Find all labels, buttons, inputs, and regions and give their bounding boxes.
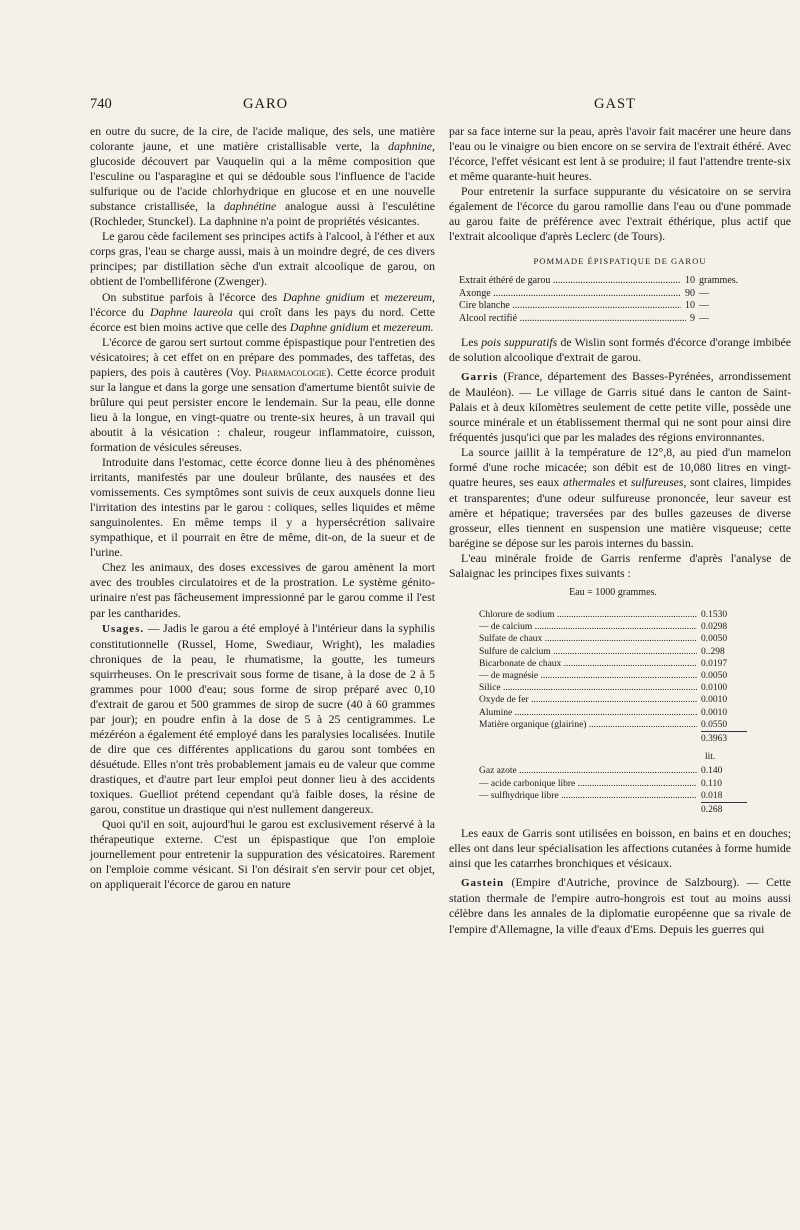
paragraph: en outre du sucre, de la cire, de l'acide malique, des sels, une matière colorante jaune, et une matière cristallisable verte, la daphnine, glucoside découvert par Vauquelin qui a la même composition que l'esculine ou l'asparagine et qui se dédouble sous l'influence de l'acide sulfurique ou de l'acide chlorhydrique en glucose et en une nouvelle substance cristallisée, la daphnétine analogue aussi à l'esculétine (Rochleder, Stunckel). La daphnine n'a point de propriétés vésicantes. [90,124,435,229]
analysis-row: Sulfate de chaux ..... 0.0050 [479,633,747,645]
analysis-row: Silice ..... 0.0100 [479,682,747,694]
page-number: 740 [90,96,112,112]
analysis-row: — de magnésie ..... 0.0050 [479,670,747,682]
recipe-row: Alcool rectifié ..... 9 — [459,313,759,325]
paragraph: Chez les animaux, des doses excessives de garou amènent la mort avec des troubles circulatoires et de la prostration. Le système génito-urinaire n'est pas fâcheusement impressionné par le garou comme il l'est par les cantharides. [90,560,435,620]
pommade-title: POMMADE ÉPISPATIQUE DE GAROU [533,256,707,267]
section-heading: Usages. [102,622,145,635]
paragraph: L'eau minérale froide de Garris renferme d'après l'analyse de Salaignac les principes fixes suivants : [449,550,791,580]
gases-total: 0.268 [701,802,747,818]
paragraph: Quoi qu'il en soit, aujourd'hui le garou est exclusivement réservé à la thérapeutique externe. C'est un épispastique que l'on emploie journellement pour entretenir la suppuration des vésicatoires. Rarement on l'emploie comme vésicant. Si l'on désirait s'en servir pour cet objet, on appliquerait l'écorce de garou en nature [90,817,435,892]
paragraph-garris: Garris (France, département des Basses-Pyrénées, arrondissement de Mauléon). — Le village de Garris situé dans le canton de Saint-Palais et à deux kilomètres seulement de cette petite ville, possède une source minérale et un établissement thermal qui ne sont pour ainsi dire fréquentés jusqu'ici que par les malades des régions environnantes. [449,369,791,445]
paragraph-gastein: Gastein (Empire d'Autriche, province de Salzbourg). — Cette station thermale de l'empire autro-hongrois est tout au moins aussi célèbre dans les annales de la diplomatie européenne que sa rivale de l'empire d'Allemagne, la ville d'eaux d'Ems. Depuis les guerres qui [449,875,791,936]
gas-row: — sulfhydrique libre ..... 0.018 [479,790,747,802]
left-column [90,124,435,892]
paragraph: Le garou cède facilement ses principes actifs à l'alcool, à l'éther et aux corps gras, l'eau se charge aussi, mais à un moindre degré, de ces divers principes; par distillation sèche d'un extrait alcoolique de garou, on obtient de l'ombelliférone (Zwenger). [90,229,435,289]
paragraph: Les eaux de Garris sont utilisées en boisson, en bains et en douches; elles ont dans leur spécialisation les affections cutanées à forme humide ainsi que les catarrhes bronchiques et vésicaux. [449,826,791,871]
recipe-row: Axonge ..... 90 — [459,288,759,300]
left-running-head: GARO [243,96,289,112]
entry-heading: Gastein [461,877,505,890]
paragraph: On substitue parfois à l'écorce des Daphne gnidium et mezereum, l'écorce du Daphne laureola qui croît dans les pays du nord. Cette écorce est bien moins active que celle des Daphne gnidium et mezereum. [90,289,436,334]
paragraph: Introduite dans l'estomac, cette écorce donne lieu à des phénomènes irritants, manifestés par une douleur brûlante, des nausées et des vomissements. Ces symptômes sont suivis de ceux auxquels donne lieu l'irritation des intestins par le garou : coliques, selles liquides et même sanguinolentes. En même temps il y a hypersécrétion salivaire sympathique, et il pourrait en être de même, dit-on, de la sueur et de l'urine. [90,455,435,560]
entry-heading: Garris [461,371,499,384]
analysis-title: Eau = 1000 grammes. [569,586,657,598]
analysis-row: Matière organique (glairine) ..... 0.0550 [479,719,747,731]
analysis-row: Chlorure de sodium ..... 0.1530 [479,609,747,621]
right-running-head: GAST [594,96,636,112]
analysis-row: Alumine ..... 0.0010 [479,707,747,719]
recipe-row: Extrait éthéré de garou ..... 10 grammes. [459,275,759,287]
recipe-row: Cire blanche ..... 10 — [459,300,759,312]
right-column [449,124,791,937]
analysis-row: Oxyde de fer ..... 0.0010 [479,694,747,706]
paragraph: par sa face interne sur la peau, après l'avoir fait macérer une heure dans l'eau ou le vinaigre ou bien encore on se servira de l'extrait éthéré. Avec l'écorce, l'effet vésicant est lent à se produire; il faut l'attendre trente-six et même quarante-huit heures. [449,124,791,184]
paragraph-usages: Usages. — Jadis le garou a été employé à l'intérieur dans la syphilis constitutionnelle (Russel, Home, Swediaur, Wright), les maladies chroniques de la peau, le rhumatisme, la goutte, les tumeurs squirrheuses. On le prescrivait sous forme de tisane, à la dose de 2 à 5 grammes pour 1000 d'eau; sous forme de sirop préparé avec 0,10 d'extrait de garou et 500 grammes de sirop de sucre (40 à 60 grammes par jour); en poudre enfin à la dose de 5 à 25 centigrammes. Le mézéréon a également été employé dans les paralysies localisées. Inutile de dire que ces différentes applications du garou sont tombées en désuétude. Elles n'ont très probablement jamais eu de valeur que comme drastiques, et d'autre part leur emploi peut donner lieu à des accidents toxiques. Guelliot prétend cependant qu'à faible doses, la résine de garou, constitue un drastique qui n'est nullement dangereux. [90,620,435,817]
running-header [0,96,800,120]
gas-row: — acide carbonique libre ..... 0.110 [479,778,747,790]
analysis-total: 0.3963 [701,731,747,747]
gas-row: Gaz azote ..... 0.140 [479,765,747,777]
paragraph: L'écorce de garou sert surtout comme épispastique pour l'entretien des vésicatoires; à cet effet on en prépare des pommades, des taffetas, des papiers, des pois à cautères (Voy. Pharmacologie). Cette écorce produit sur la langue et dans la gorge une sensation d'amertume bientôt suivie de brûlure qui peut persister encore le lendemain. Sur la peau, elle donne lieu à la longue, en vingt-quatre ou trente-six heures, à un travail qui aboutit à la vésication : chaleur, rougeur inflammatoire, cuisson, formation de vésicules séreuses. [90,334,435,454]
analysis-row: Sulfure de calcium ..... 0..298 [479,646,747,658]
paragraph: Pour entretenir la surface suppurante du vésicatoire on se servira également de l'écorce du garou ramollie dans l'eau ou d'une pommade au garou faite de préférence avec l'extrait éthérique, plus actif que l'extrait alcoolique d'après Leclerc (de Tours). [449,184,791,244]
paragraph: La source jaillit à la température de 12°,8, au pied d'un mamelon formé d'une roche micacée; son débit est de 10,080 litres en vingt-quatre heures, ses eaux athermales et sulfureuses, sont claires, limpides et transparentes; d'une odeur sulfureuse prononcée, leur saveur est amère et hépatique; traversées par des bulles gazeuses de diverse grosseur, elles tiennent en suspension une matière visqueuse; cette barégine se dépose sur les parois internes du bassin. [449,445,791,550]
water-analysis-table [479,587,747,818]
paragraph: Les pois suppuratifs de Wislin sont formés d'écorce d'orange imbibée de solution alcoolique d'extrait de garou. [449,335,791,365]
analysis-row: Bicarbonate de chaux ..... 0.0197 [479,658,747,670]
analysis-row: — de calcium ..... 0.0298 [479,621,747,633]
lit-label: lit. [705,752,716,763]
pommade-recipe [459,275,759,325]
